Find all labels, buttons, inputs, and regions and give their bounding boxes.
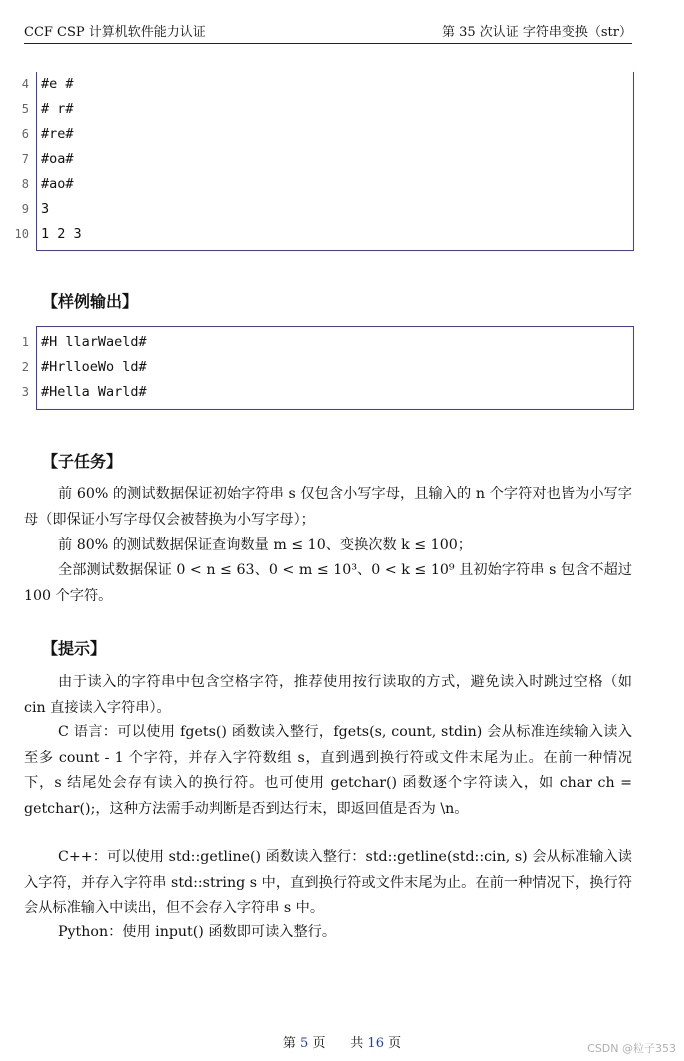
hints-heading: 【提示】 xyxy=(42,639,107,658)
hint-paragraph-4: Python：使用 input() 函数即可读入整行。 xyxy=(58,924,337,940)
sample-output-heading: 【样例输出】 xyxy=(42,292,139,311)
header-right: 第 35 次认证 字符串变换（str） xyxy=(441,25,632,40)
subtask-paragraph-3: 全部测试数据保证 0 < n ≤ 63、0 < m ≤ 10³、0 < k ≤ 10⁹ 且初始字符串 s 包含不超过 100 个字符。 xyxy=(24,562,632,604)
header-left: CCF CSP 计算机软件能力认证 xyxy=(24,25,206,40)
page-header xyxy=(24,18,632,44)
hint-paragraph-1: 由于读入的字符串中包含空格字符，推荐使用按行读取的方式，避免读入时跳过空格（如 cin 直接读入字符串）。 xyxy=(24,674,632,716)
page-footer: 第 5 页 共 16 页 xyxy=(282,1036,402,1051)
subtask-paragraph-1: 前 60% 的测试数据保证初始字符串 s 仅包含小写字母，且输入的 n 个字符对也皆为小写字母（即保证小写字母仅会被替换为小写字母）； xyxy=(24,486,632,528)
total-pages: 16 xyxy=(367,1036,384,1051)
sample-input-box: 4 #e # 5 # r# 6 #re# 7 #oa# 8 #ao# 9 3 10 1 2 3 xyxy=(36,72,634,251)
subtask-paragraph-2: 前 80% 的测试数据保证查询数量 m ≤ 10、变换次数 k ≤ 100； xyxy=(58,537,472,553)
subtasks-heading: 【子任务】 xyxy=(42,452,123,471)
hint-paragraph-3: C++：可以使用 std::getline() 函数读入整行：std::getline(std::cin, s) 会从标准输入读入字符，并存入字符串 std::string s 中，直到换行符或文件末尾为止。在前一种情况下，换行符会从标准输入中读出，但不会存入字符串 s 中。 xyxy=(24,849,632,916)
sample-output-box: 1 #H llarWaeld# 2 #HrlloeWo ld# 3 #Hella Warld# xyxy=(36,326,634,410)
page-number: 5 xyxy=(300,1036,309,1051)
watermark: CSDN @粒子353 xyxy=(587,1042,676,1055)
hint-paragraph-2: C 语言：可以使用 fgets() 函数读入整行，fgets(s, count, stdin) 会从标准连续输入读入至多 count - 1 个字符，并存入字符数组 s，直到遇到换行符或文件末尾为止。在前一种情况下，s 结尾处会存有读入的换行符。也可使用 getchar() 函数逐个字符读入，如 char ch = getchar();，这种方法需手动判断是否到达行末，即返回值是否为 \n。 xyxy=(24,724,632,817)
